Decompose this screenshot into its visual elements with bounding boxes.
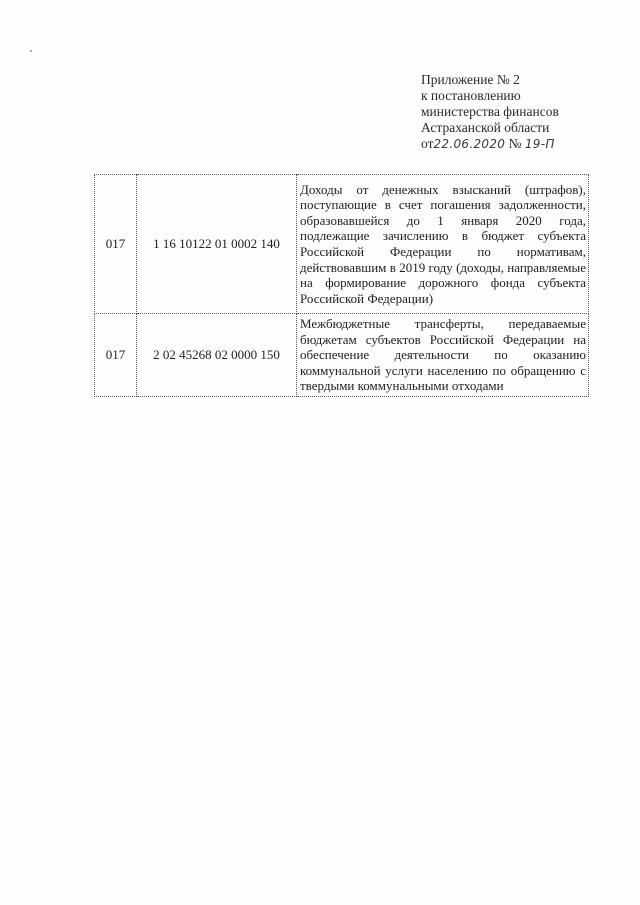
resolution-number: 19-П — [524, 137, 555, 151]
description-cell: Доходы от денежных взысканий (штрафов), поступающие в счет погашения задолженности, образовавшейся до 1 января 2020 года, подлежащие зачислению в бюджет субъекта Российской Федерации по нормативам, действовавшим в 2019 году (доходы, направляемые на формирование дорожного фонда субъекта Российской Федерации) — [297, 175, 589, 314]
description-cell: Межбюджетные трансферты, передаваемые бюджетам субъектов Российской Федерации на обеспечение деятельности по оказанию коммунальной услуги населению по обращению с твердыми коммунальными отходами — [297, 314, 589, 397]
admin-code-cell: 017 — [95, 175, 137, 314]
income-codes-table — [94, 174, 589, 397]
admin-code-cell: 017 — [95, 314, 137, 397]
resolution-date: 22.06.2020 — [433, 137, 506, 151]
kbk-code-cell: 2 02 45268 02 0000 150 — [137, 314, 297, 397]
resolution-date-number — [421, 136, 621, 152]
scan-speck — [30, 50, 32, 52]
region-name: Астраханской области — [421, 120, 550, 135]
ministry-name: министерства финансов — [421, 104, 559, 119]
date-prefix: от — [421, 136, 434, 151]
kbk-code-cell: 1 16 10122 01 0002 140 — [137, 175, 297, 314]
table-row — [95, 314, 589, 397]
resolution-reference: к постановлению — [421, 88, 521, 103]
number-prefix: № — [508, 136, 522, 151]
appendix-header — [421, 72, 621, 152]
table-row — [95, 175, 589, 314]
appendix-title: Приложение № 2 — [421, 72, 520, 87]
